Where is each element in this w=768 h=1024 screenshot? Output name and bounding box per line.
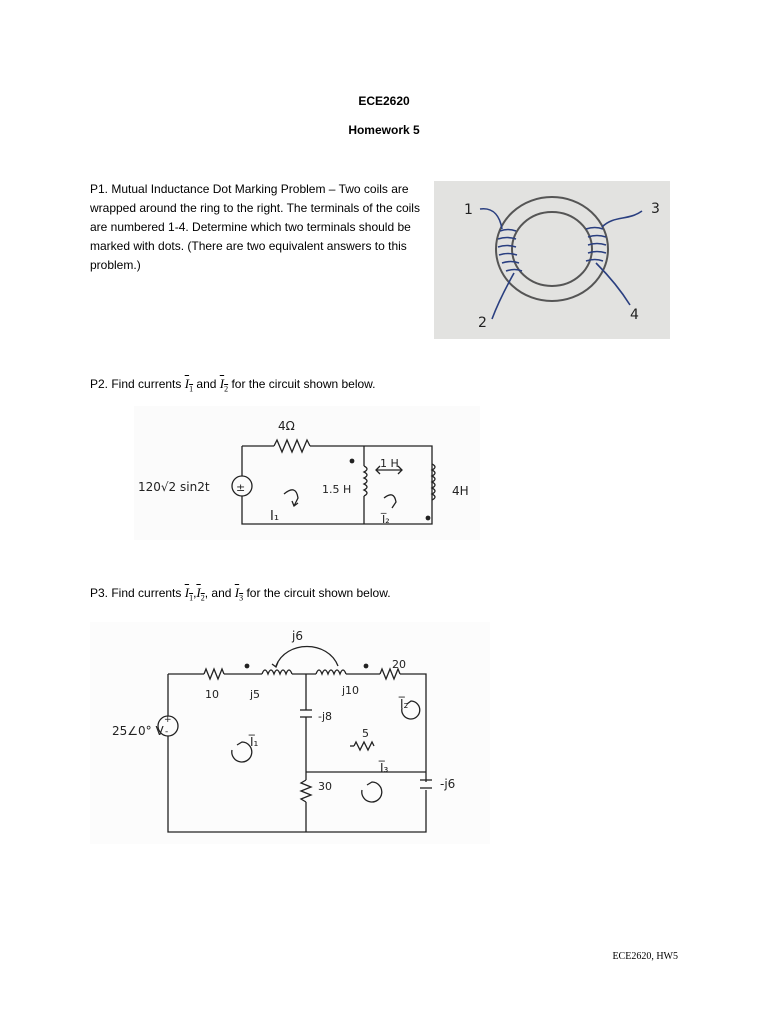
pm-sign: ± — [236, 481, 246, 494]
mutual-label: 1 H — [380, 457, 399, 470]
c1-label: -j8 — [318, 710, 333, 723]
l2-label: 4H — [452, 484, 469, 498]
l1-label: j5 — [250, 688, 261, 701]
resistor-label: 4Ω — [278, 419, 295, 433]
page-footer: ECE2620, HW5 — [612, 951, 678, 962]
mesh-i2-label: I̅₂ — [400, 697, 409, 711]
source-label: 25∠0° V — [112, 724, 164, 738]
problem-1-text: P1. Mutual Inductance Dot Marking Problem – Two coils are wrapped around the ring to the right. The terminals of the coils are numbered 1-4. Determine which two terminals should be marked with dots. (There are two equivalent answers to this problem.) — [90, 182, 420, 272]
mesh-i3-label: I̅₃ — [380, 761, 389, 775]
c2-label: -j6 — [440, 777, 456, 791]
homework-title: Homework 5 — [348, 123, 420, 137]
mesh-i1-label: I̅₁ — [250, 735, 259, 749]
r3-label: 5 — [362, 727, 369, 740]
toroid-photo — [434, 181, 670, 339]
course-title: ECE2620 — [358, 94, 410, 108]
terminal-3-label: 3 — [651, 201, 660, 217]
plus-sign: + — [164, 715, 172, 725]
current-i2: $I_2$ — [219, 376, 229, 394]
r2-label: 20 — [392, 658, 406, 671]
minus-sign: - — [165, 727, 169, 737]
mesh-i1-label: I₁ — [270, 509, 280, 524]
terminal-2-label: 2 — [478, 315, 487, 331]
terminal-4-label: 4 — [630, 307, 639, 323]
l2-label: j10 — [342, 684, 360, 697]
current-i3: $I_3$ — [234, 585, 244, 603]
circuit-p3 — [90, 622, 490, 844]
r4-label: 30 — [318, 780, 332, 793]
circuit-p2 — [134, 406, 480, 540]
terminal-1-label: 1 — [464, 202, 473, 218]
l1-label: 1.5 H — [322, 483, 352, 496]
mutual-label: j6 — [292, 629, 303, 643]
current-i1: $I_1$ — [184, 376, 194, 394]
problem-3-text: P3. Find currents $I_1,I_2$, and $I_3$ for the circuit shown below. — [90, 585, 391, 603]
mesh-i2-label: I̅₂ — [382, 513, 390, 526]
problem-2-text: P2. Find currents $I_1$ and $I_2$ for the circuit shown below. — [90, 376, 376, 394]
r1-label: 10 — [205, 688, 219, 701]
current-i1: $I_1$ — [184, 585, 194, 603]
current-i2: $I_2$ — [196, 585, 205, 603]
source-label: 120√2 sin2t — [138, 480, 210, 494]
